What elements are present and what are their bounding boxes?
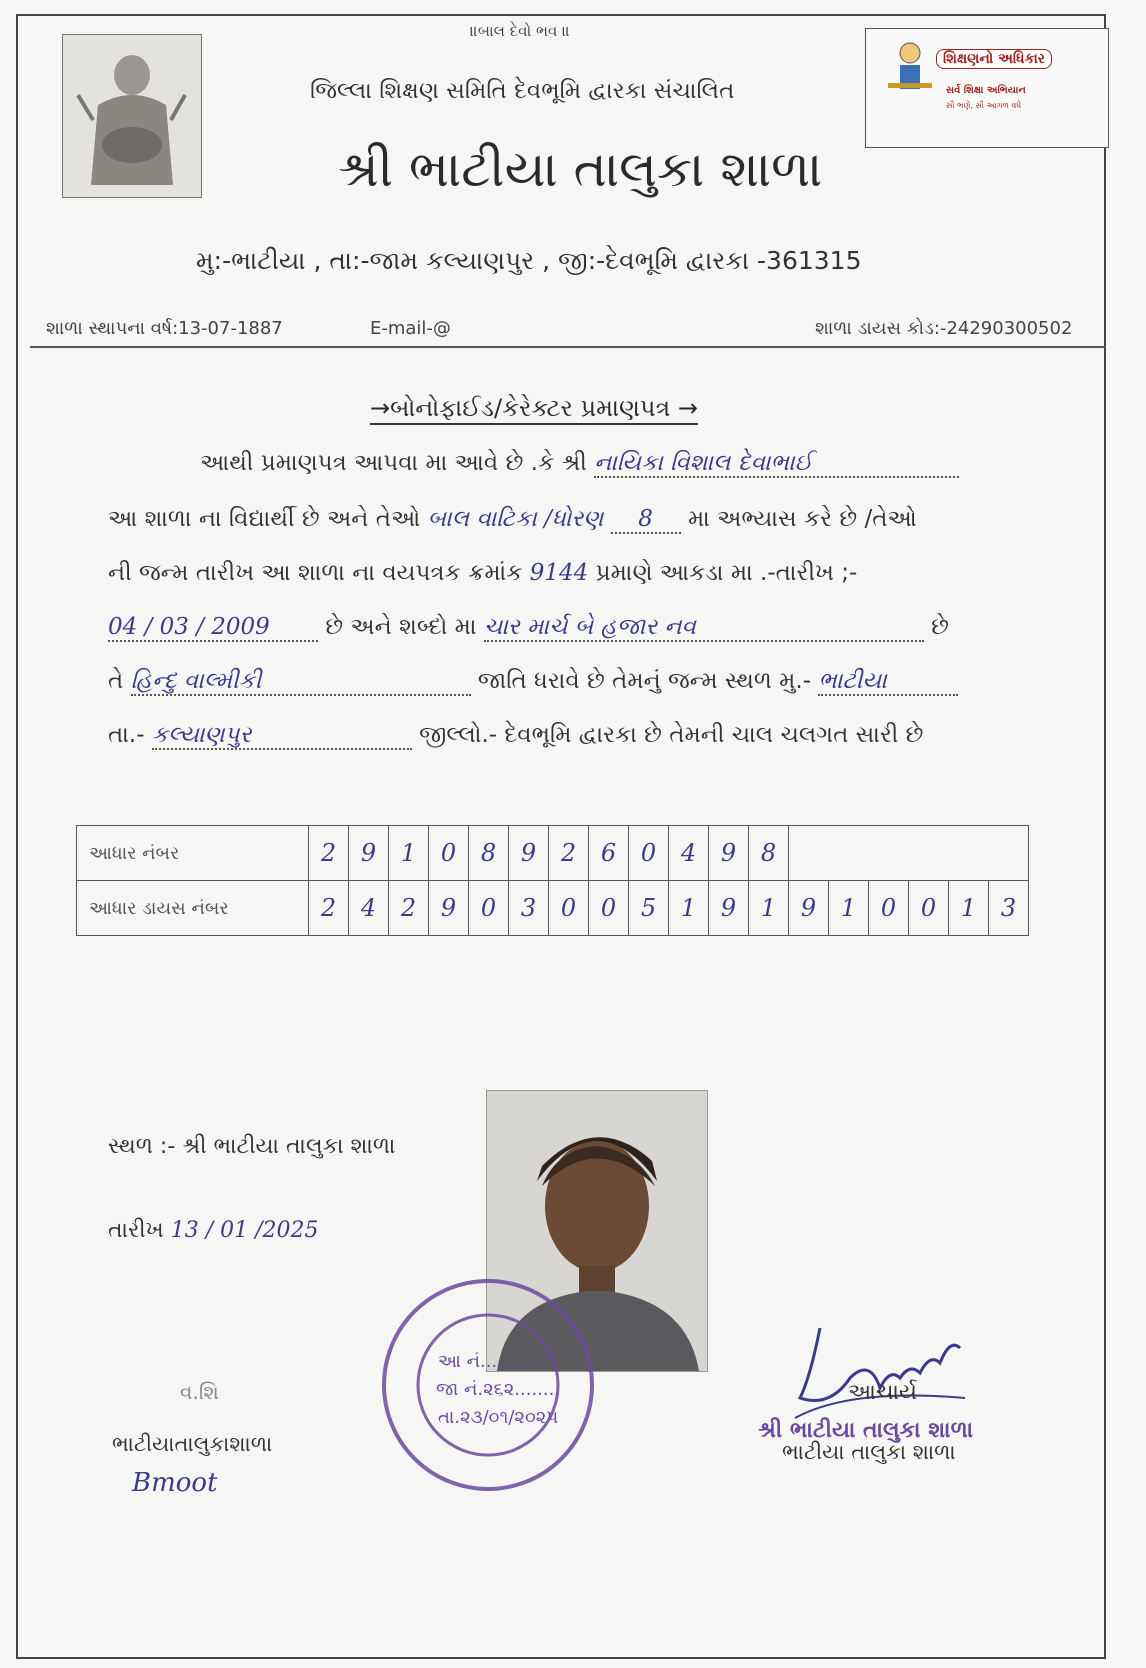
aadhaar-dise-label: આધાર ડાયસ નંબર <box>77 881 309 936</box>
digit-cell: 0 <box>909 881 949 936</box>
date-label: તારીખ <box>108 1218 164 1243</box>
principal-title: આચાર્ય <box>848 1380 917 1405</box>
digit-cell: 6 <box>589 826 629 881</box>
line-4 <box>108 614 949 642</box>
header-divider <box>30 346 1106 348</box>
stamp-line-2: જા નં.૨૬૨........ <box>436 1379 561 1400</box>
digit-cell: 1 <box>389 826 429 881</box>
place-line: સ્થળ :- શ્રી ભાટીયા તાલુકા શાળા <box>108 1134 396 1159</box>
line4-text: છે અને શબ્દો મા <box>325 614 477 640</box>
standard-field <box>611 506 681 534</box>
school-name: શ્રી ભાટીયા તાલુકા શાળા <box>338 140 823 198</box>
dise-code: શાળા ડાયસ કોડ:-24290300502 <box>815 318 1073 339</box>
left-signature: Bmoot <box>132 1468 218 1498</box>
stamp-line-3: તા.૨૩/૦૧/૨૦૨૫ <box>438 1407 559 1428</box>
motto: ॥બાલ દેવો ભવ ॥ <box>470 22 571 40</box>
digit-cell: 9 <box>789 881 829 936</box>
digit-cell: 9 <box>709 826 749 881</box>
digit-cell: 9 <box>349 826 389 881</box>
digit-cell: 2 <box>389 881 429 936</box>
birth-village: ભાટીયા <box>818 668 887 694</box>
established-date: શાળા સ્થાપના વર્ષ:13-07-1887 <box>46 318 283 339</box>
digit-cell: 4 <box>349 881 389 936</box>
class-type: બાલ વાટિકા /ધોરણ <box>427 506 604 532</box>
digit-cell: 1 <box>749 881 789 936</box>
logo-tagline: સૌ ભણે, સૌ આગળ વધે <box>946 101 1022 110</box>
birth-taluka: કલ્યાણપુર <box>151 722 252 748</box>
register-number: 9144 <box>529 560 589 586</box>
line6-text: તા.- <box>108 722 145 748</box>
digit-cell: 8 <box>469 826 509 881</box>
left-signatory-role: વ.શિ <box>180 1380 219 1404</box>
principal-stamp: શ્રી ભાટીયા તાલુકા શાળા <box>758 1418 974 1443</box>
student-name-field <box>594 450 959 478</box>
digit-cell: 3 <box>509 881 549 936</box>
date-line <box>108 1218 319 1243</box>
school-round-stamp <box>358 1275 618 1495</box>
digit-cell: 0 <box>469 881 509 936</box>
line-6 <box>108 722 923 750</box>
principal-school: ભાટીયા તાલુકા શાળા <box>782 1440 956 1464</box>
digit-cell: 0 <box>629 826 669 881</box>
deity-image <box>62 34 202 198</box>
student-name: નાયિકા વિશાલ દેવાભાઈ <box>594 450 813 476</box>
digit-cell: 3 <box>989 881 1029 936</box>
digit-cell: 1 <box>829 881 869 936</box>
line-5 <box>108 668 958 696</box>
certificate-title: →બોનોફાઈડ/કેરેક્ટર પ્રમાણપત્ર → <box>370 394 698 425</box>
standard-value: 8 <box>638 506 653 532</box>
table-row <box>77 826 1029 881</box>
line3-suffix: પ્રમાણે આકડા મા .-તારીખ ;- <box>595 560 858 586</box>
table-row <box>77 881 1029 936</box>
digit-cell: 9 <box>709 881 749 936</box>
digit-cell: 1 <box>669 881 709 936</box>
school-address: મુ:-ભાટીયા , તા:-જામ કલ્યાણપુર , જી:-દેવભૂમિ દ્વારકા -361315 <box>196 246 862 275</box>
line5-mid: જાતિ ધરાવે છે તેમનું જન્મ સ્થળ મુ.- <box>477 668 812 694</box>
digit-cell: 2 <box>309 881 349 936</box>
digit-cell: 0 <box>549 881 589 936</box>
child-icon <box>886 39 934 99</box>
line3-text: ની જન્મ તારીખ આ શાળા ના વયપત્રક ક્રમાંક <box>108 560 523 586</box>
aadhaar-table <box>76 825 1029 936</box>
digit-cell: 4 <box>669 826 709 881</box>
digit-cell: 2 <box>309 826 349 881</box>
line1-text: આથી પ્રમાણપત્ર આપવા મા આવે છે .કે શ્રી <box>200 450 587 476</box>
birth-village-field <box>818 668 958 696</box>
digit-cell: 1 <box>949 881 989 936</box>
aadhaar-number-label: આધાર નંબર <box>77 826 309 881</box>
date-value: 13 / 01 /2025 <box>170 1218 319 1243</box>
caste-field <box>131 668 471 696</box>
line4-suffix: છે <box>931 614 949 640</box>
line-3 <box>108 560 857 586</box>
stamp-line-1: આ નં......... <box>438 1351 532 1372</box>
line-2 <box>108 506 917 534</box>
committee-line: જિલ્લા શિક્ષણ સમિતિ દેવભૂમિ દ્વારકા સંચાલિત <box>310 78 735 104</box>
line6-suffix: જીલ્લો.- દેવભૂમિ દ્વારકા છે તેમની ચાલ ચલગત સારી છે <box>419 722 924 748</box>
digit-cell: 0 <box>869 881 909 936</box>
digit-cell: 0 <box>589 881 629 936</box>
dob-words: ચાર માર્ચ બે હજાર નવ <box>483 614 696 640</box>
digit-cell: 9 <box>509 826 549 881</box>
rte-logo <box>865 28 1109 148</box>
dob-words-field <box>484 614 924 642</box>
digit-cell: 9 <box>429 881 469 936</box>
line5-text: તે <box>108 668 124 694</box>
empty-cell <box>789 826 1029 881</box>
digit-cell: 5 <box>629 881 669 936</box>
line-1 <box>200 450 959 478</box>
principal-signature <box>790 1318 970 1428</box>
dob-figures-field <box>108 614 318 642</box>
birth-taluka-field <box>152 722 412 750</box>
dob-figures: 04 / 03 / 2009 <box>108 614 270 640</box>
digit-cell: 8 <box>749 826 789 881</box>
digit-cell: 0 <box>429 826 469 881</box>
digit-cell: 2 <box>549 826 589 881</box>
logo-title: શિક્ષણનો અધિકાર <box>936 49 1052 69</box>
email-text: E-mail-@ <box>370 318 451 339</box>
line2-suffix: મા અભ્યાસ કરે છે /તેઓ <box>687 506 917 532</box>
line2-text: આ શાળા ના વિદ્યાર્થી છે અને તેઓ <box>108 506 421 532</box>
left-signatory-school: ભાટીયાતાલુકાશાળા <box>112 1432 273 1456</box>
logo-subtitle: સર્વ શિક્ષા અભિયાન <box>946 85 1026 96</box>
caste-value: હિન્દુ વાલ્મીકી <box>130 668 262 694</box>
